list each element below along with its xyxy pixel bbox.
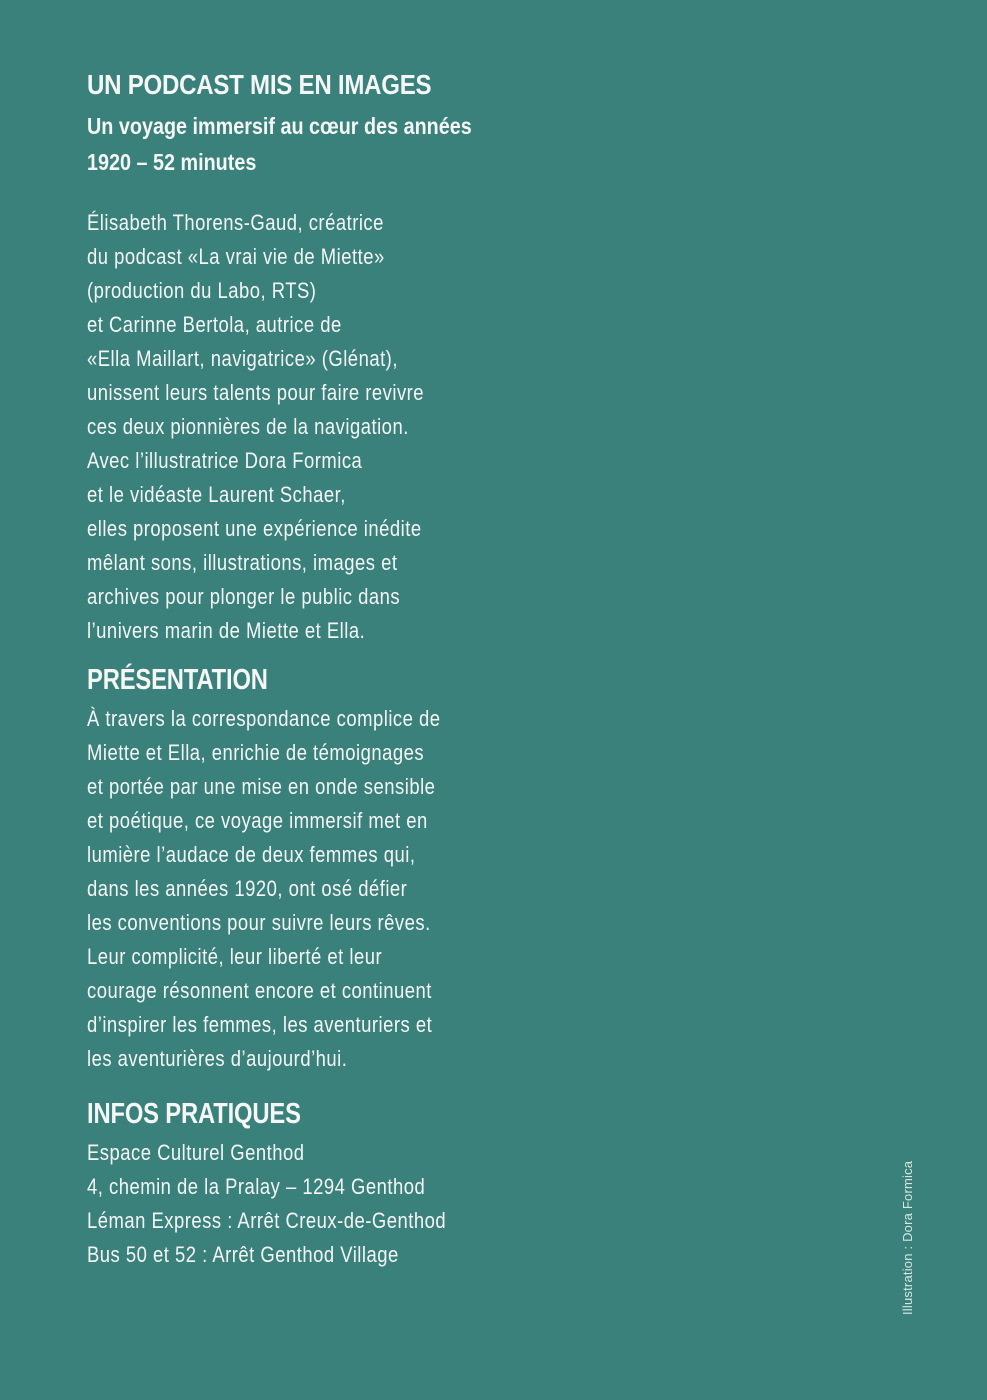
intro-line: archives pour plonger le public dans [87,584,401,609]
presentation-section [87,658,687,1076]
presentation-line: les aventurières d’aujourd’hui. [87,1046,348,1071]
infos-section [87,1092,687,1272]
intro-line: du podcast «La vrai vie de Miette» [87,244,385,269]
intro-line: «Ella Maillart, navigatrice» (Glénat), [87,346,398,371]
intro-line: ces deux pionnières de la navigation. [87,414,409,439]
header-section [87,62,687,180]
intro-line: elles proposent une expérience inédite [87,516,422,541]
document-content [87,62,687,1272]
presentation-line: Leur complicité, leur liberté et leur [87,944,383,969]
subtitle-line: Un voyage immersif au cœur des années [87,113,472,139]
intro-line: et le vidéaste Laurent Schaer, [87,482,346,507]
presentation-line: d’inspirer les femmes, les aventuriers et [87,1012,433,1037]
presentation-line: lumière l’audace de deux femmes qui, [87,842,416,867]
presentation-title: PRÉSENTATION [87,664,268,696]
intro-line: unissent leurs talents pour faire revivre [87,380,425,405]
presentation-line: Miette et Ella, enrichie de témoignages [87,740,425,765]
intro-line: Élisabeth Thorens-Gaud, créatrice [87,210,384,235]
illustration-credit: Illustration : Dora Formica [900,1160,915,1315]
intro-line: et Carinne Bertola, autrice de [87,312,342,337]
infos-line: Bus 50 et 52 : Arrêt Genthod Village [87,1242,399,1267]
subtitle-line: 1920 – 52 minutes [87,149,257,175]
intro-line: l’univers marin de Miette et Ella. [87,618,366,643]
presentation-line: et poétique, ce voyage immersif met en [87,808,428,833]
infos-line: Léman Express : Arrêt Creux-de-Genthod [87,1208,447,1233]
presentation-line: dans les années 1920, ont osé défier [87,876,408,901]
infos-title: INFOS PRATIQUES [87,1098,301,1130]
infos-line: 4, chemin de la Pralay – 1294 Genthod [87,1174,426,1199]
infos-line: Espace Culturel Genthod [87,1140,305,1165]
presentation-line: et portée par une mise en onde sensible [87,774,436,799]
intro-line: (production du Labo, RTS) [87,278,317,303]
presentation-line: À travers la correspondance complice de [87,706,441,731]
intro-line: mêlant sons, illustrations, images et [87,550,398,575]
page-title: UN PODCAST MIS EN IMAGES [87,69,432,100]
presentation-line: courage résonnent encore et continuent [87,978,432,1003]
intro-paragraph [87,206,687,648]
intro-line: Avec l’illustratrice Dora Formica [87,448,363,473]
presentation-line: les conventions pour suivre leurs rêves. [87,910,431,935]
